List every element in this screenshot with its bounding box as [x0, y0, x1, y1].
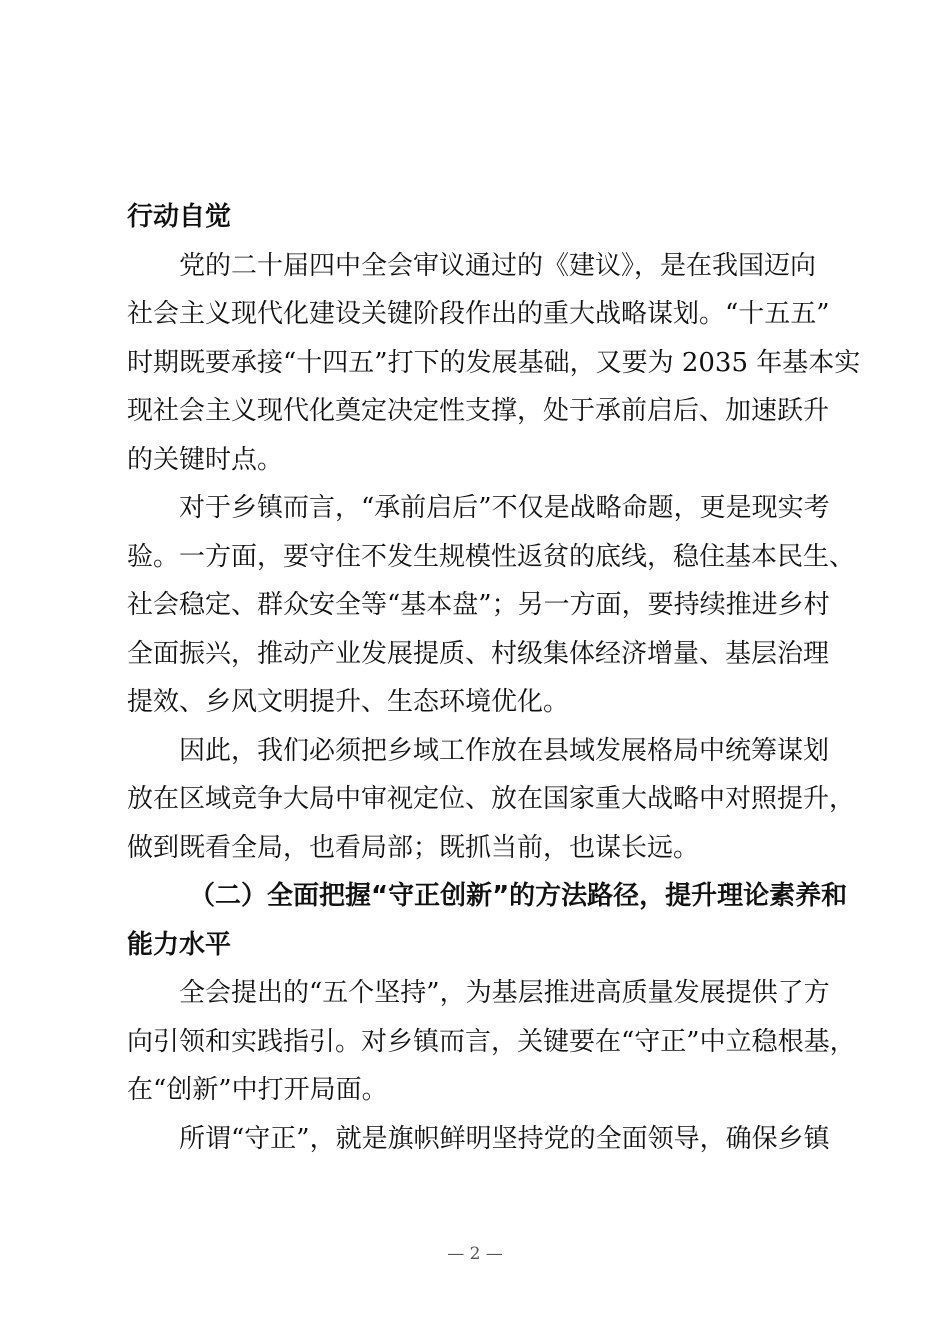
subheading-line: 能力水平	[127, 929, 232, 960]
paragraph-line: 在“创新”中打开局面。	[127, 1075, 388, 1105]
paragraph-line: 全面振兴，推动产业发展提质、村级集体经济增量、基层治理	[127, 638, 830, 669]
paragraph-line: 社会稳定、群众安全等“基本盘”；另一方面，要持续推进乡村	[127, 590, 830, 620]
paragraph-line: 所谓“守正”，就是旗帜鲜明坚持党的全面领导，确保乡镇	[179, 1123, 830, 1154]
paragraph-line: 的关键时点。	[127, 444, 284, 475]
paragraph-line: 对于乡镇而言，“承前启后”不仅是战略命题，更是现实考	[179, 493, 830, 523]
paragraph-line: 验。一方面，要守住不发生规模性返贫的底线，稳住基本民生、	[127, 541, 856, 572]
document-body	[127, 193, 861, 1163]
page-number: — 2 —	[447, 1244, 503, 1264]
paragraph-3	[127, 727, 856, 873]
paragraph-line: 时期既要承接“十四五”打下的发展基础，又要为 2035 年基本实	[127, 347, 861, 378]
paragraph-line: 党的二十届四中全会审议通过的《建议》，是在我国迈向	[179, 250, 817, 281]
paragraph-line: 做到既看全局，也看局部；既抓当前，也谋长远。	[127, 832, 700, 863]
section-subheading	[127, 872, 848, 969]
paragraph-line: 现社会主义现代化奠定决定性支撑，处于承前启后、加速跃升	[127, 396, 830, 426]
paragraph-line: 社会主义现代化建设关键阶段作出的重大战略谋划。“十五五”	[127, 299, 830, 329]
paragraph-line: 放在区域竞争大局中审视定位、放在国家重大战略中对照提升，	[127, 784, 856, 814]
heading-continuation: 行动自觉	[127, 202, 232, 232]
paragraph-line: 全会提出的“五个坚持”，为基层推进高质量发展提供了方	[179, 978, 830, 1008]
paragraph-5	[127, 1115, 842, 1164]
paragraph-line: 提效、乡风文明提升、生态环境优化。	[127, 687, 570, 717]
paragraph-line: 因此，我们必须把乡域工作放在县域发展格局中统筹谋划	[179, 735, 830, 766]
paragraph-1	[127, 242, 861, 485]
paragraph-4	[127, 969, 856, 1115]
paragraph-line: 向引领和实践指引。对乡镇而言，关键要在“守正”中立稳根基，	[127, 1026, 856, 1057]
paragraph-2	[127, 484, 856, 727]
subheading-line: （二）全面把握“守正创新”的方法路径，提升理论素养和	[189, 881, 848, 911]
